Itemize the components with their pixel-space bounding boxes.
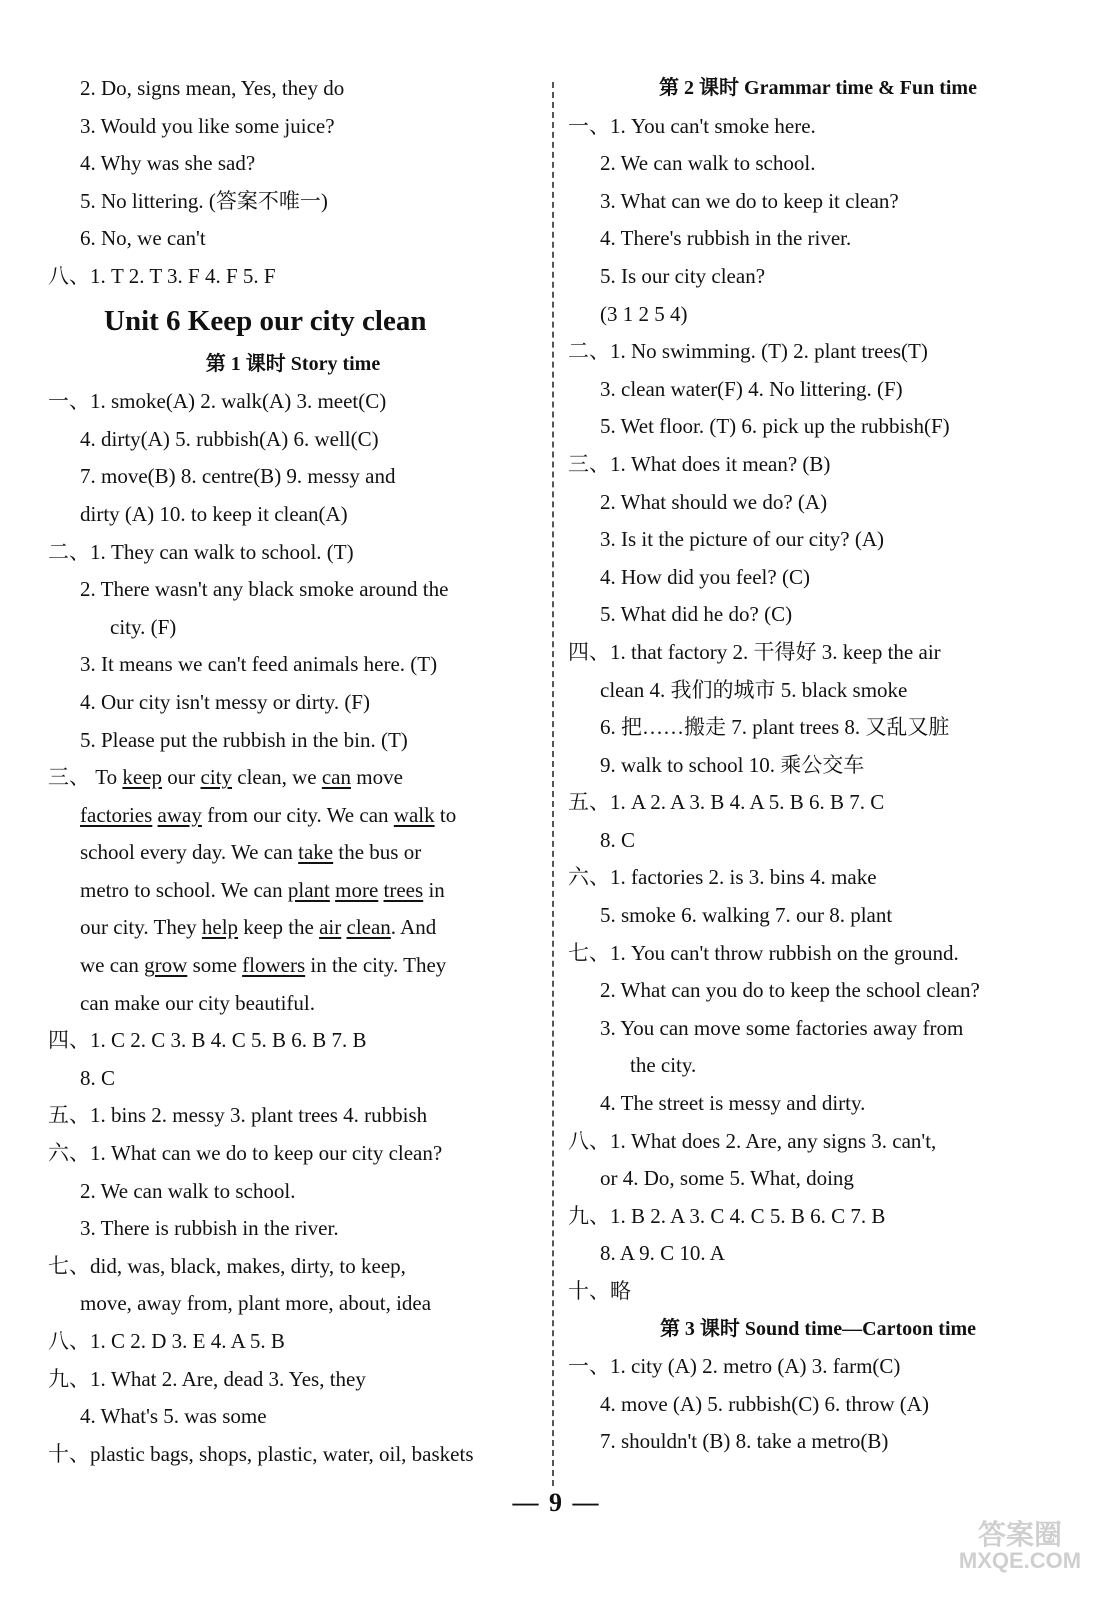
watermark-logo [945,1519,1095,1582]
watermark-url: MXQE.COM [958,1548,1082,1573]
section-answer-line: 十、略 [568,1279,631,1303]
right-column [568,70,1068,1461]
answer-line: 2. What should we do? (A) [600,489,828,514]
passage-text: our city. They [80,915,202,940]
passage-text: we can [80,953,145,978]
answer-line: 3. What can we do to keep it clean? [600,188,899,213]
passage-text: in [423,877,445,902]
answer-line: 4. dirty(A) 5. rubbish(A) 6. well(C) [80,426,379,451]
answer-line: 2. There wasn't any black smoke around the [80,577,449,602]
section-answer-line: 七、1. You can't throw rubbish on the ground. [568,940,959,965]
passage-line [48,909,538,947]
answer-line: city. (F) [110,614,177,639]
passage-line [48,797,538,835]
answer-line: 5. No littering. (答案不唯一) [80,188,328,213]
answer-line: 7. shouldn't (B) 8. take a metro(B) [600,1429,889,1454]
passage-line [48,759,538,797]
lesson-heading: 第 3 课时 Sound time—Cartoon time [659,1317,977,1340]
answer-line: 8. C [80,1065,116,1090]
answer-line: 5. Wet floor. (T) 6. pick up the rubbish(F) [600,414,950,439]
underlined-answer: walk [393,802,435,827]
answer-line: 4. The street is messy and dirty. [600,1091,866,1116]
answer-line: 3. It means we can't feed animals here. (T) [80,652,438,677]
underlined-answer: more [335,877,379,902]
underlined-answer: factories [80,802,153,827]
underlined-answer: keep [122,765,163,790]
section-answer-line: 二、1. No swimming. (T) 2. plant trees(T) [568,339,928,364]
passage-text: from our city. We can [201,802,394,827]
answer-line: 4. move (A) 5. rubbish(C) 6. throw (A) [600,1391,929,1416]
underlined-answer: grow [144,953,188,978]
answer-line: 3. You can move some factories away from [600,1015,964,1040]
answer-line: dirty (A) 10. to keep it clean(A) [80,501,348,526]
passage-text: our [162,765,201,790]
answer-line: 5. smoke 6. walking 7. our 8. plant [600,903,893,928]
section-answer-line: 三、1. What does it mean? (B) [568,451,831,476]
answer-line: 3. There is rubbish in the river. [80,1216,339,1241]
column-divider [552,82,554,1486]
answer-line: 4. Why was she sad? [80,151,256,176]
section-answer-line: 十、plastic bags, shops, plastic, water, oil, baskets [48,1441,474,1466]
lesson-heading: 第 1 课时 Story time [205,352,381,375]
left-column [48,70,538,1473]
answer-line: 9. walk to school 10. 乘公交车 [600,752,865,777]
underlined-answer: away [157,802,202,827]
section-answer-line: 八、1. T 2. T 3. F 4. F 5. F [48,263,276,288]
answer-line: 6. No, we can't [80,226,206,251]
passage-text: some [187,953,243,978]
passage-text: the bus or [333,840,422,865]
answer-line: 2. We can walk to school. [80,1178,296,1203]
section-answer-line: 五、1. bins 2. messy 3. plant trees 4. rubbish [48,1103,428,1128]
underlined-answer: clean [346,915,391,940]
answer-line: 4. Our city isn't messy or dirty. (F) [80,689,370,714]
answer-line: 5. Please put the rubbish in the bin. (T) [80,727,408,752]
answer-line: 8. C [600,827,636,852]
answer-line: 2. We can walk to school. [600,151,816,176]
underlined-answer: air [319,915,342,940]
passage-text: can make our city beautiful. [80,990,315,1015]
section-answer-line: 七、did, was, black, makes, dirty, to keep, [48,1253,406,1278]
section-answer-line: 六、1. factories 2. is 3. bins 4. make [568,865,877,890]
answer-line: (3 1 2 5 4) [600,301,688,326]
answer-line: 6. 把……搬走 7. plant trees 8. 又乱又脏 [600,715,950,740]
answer-line: 5. Is our city clean? [600,263,766,288]
lesson-heading: 第 2 课时 Grammar time & Fun time [659,77,977,99]
section-answer-line: 一、1. You can't smoke here. [568,113,816,138]
answer-line: 3. clean water(F) 4. No littering. (F) [600,376,903,401]
passage-text: . And [390,915,437,940]
passage-line [48,985,538,1023]
passage-text: clean, we [232,765,322,790]
answer-line: 7. move(B) 8. centre(B) 9. messy and [80,464,396,489]
section-answer-line: 六、1. What can we do to keep our city clean? [48,1141,443,1166]
underlined-answer: trees [383,877,424,902]
answer-line: 4. What's 5. was some [80,1404,267,1429]
answer-line: 2. Do, signs mean, Yes, they do [80,76,345,100]
section-answer-line: 一、1. city (A) 2. metro (A) 3. farm(C) [568,1354,901,1379]
section-answer-line: 五、1. A 2. A 3. B 4. A 5. B 6. B 7. C [568,790,885,815]
answer-line: 4. There's rubbish in the river. [600,226,852,251]
section-answer-line: 四、1. C 2. C 3. B 4. C 5. B 6. B 7. B [48,1028,367,1053]
passage-text: school every day. We can [80,840,299,865]
section-answer-line: 八、1. What does 2. Are, any signs 3. can't, [568,1128,937,1153]
answer-line: clean 4. 我们的城市 5. black smoke [600,677,908,702]
section-answer-line: 二、1. They can walk to school. (T) [48,539,354,564]
passage-line [48,834,538,872]
section-answer-line: 九、1. B 2. A 3. C 4. C 5. B 6. C 7. B [568,1203,886,1228]
passage-text: keep the [238,915,320,940]
section-answer-line: 一、1. smoke(A) 2. walk(A) 3. meet(C) [48,389,387,414]
watermark-text: 答案圈 [977,1519,1062,1550]
answer-line: 8. A 9. C 10. A [600,1241,725,1266]
passage-text: in the city. They [305,953,447,978]
section-answer-line: 九、1. What 2. Are, dead 3. Yes, they [48,1366,366,1391]
answer-line: move, away from, plant more, about, idea [80,1291,432,1316]
answer-line: 4. How did you feel? (C) [600,564,810,589]
section-answer-line: 八、1. C 2. D 3. E 4. A 5. B [48,1329,285,1353]
underlined-answer: help [201,915,239,940]
underlined-answer: flowers [242,953,306,978]
underlined-answer: can [321,765,351,790]
passage-line [48,872,538,910]
answer-line: 5. What did he do? (C) [600,602,793,627]
unit-title: Unit 6 Keep our city clean [104,304,427,337]
answer-line: 3. Would you like some juice? [80,113,335,138]
page-number: — 9 — [512,1488,601,1517]
passage-text: metro to school. We can [80,877,288,902]
passage-text: 三、 To [48,765,123,790]
passage-text: to [434,802,457,827]
underlined-answer: plant [287,877,330,902]
underlined-answer: take [298,840,334,865]
answer-line: 3. Is it the picture of our city? (A) [600,527,884,552]
answer-line: 2. What can you do to keep the school clean? [600,978,980,1003]
underlined-answer: city [200,765,233,790]
section-answer-line: 四、1. that factory 2. 干得好 3. keep the air [568,639,941,664]
passage-text: move [350,765,403,790]
answer-line: or 4. Do, some 5. What, doing [600,1166,854,1191]
passage-line [48,947,538,985]
answer-line: the city. [630,1053,697,1078]
